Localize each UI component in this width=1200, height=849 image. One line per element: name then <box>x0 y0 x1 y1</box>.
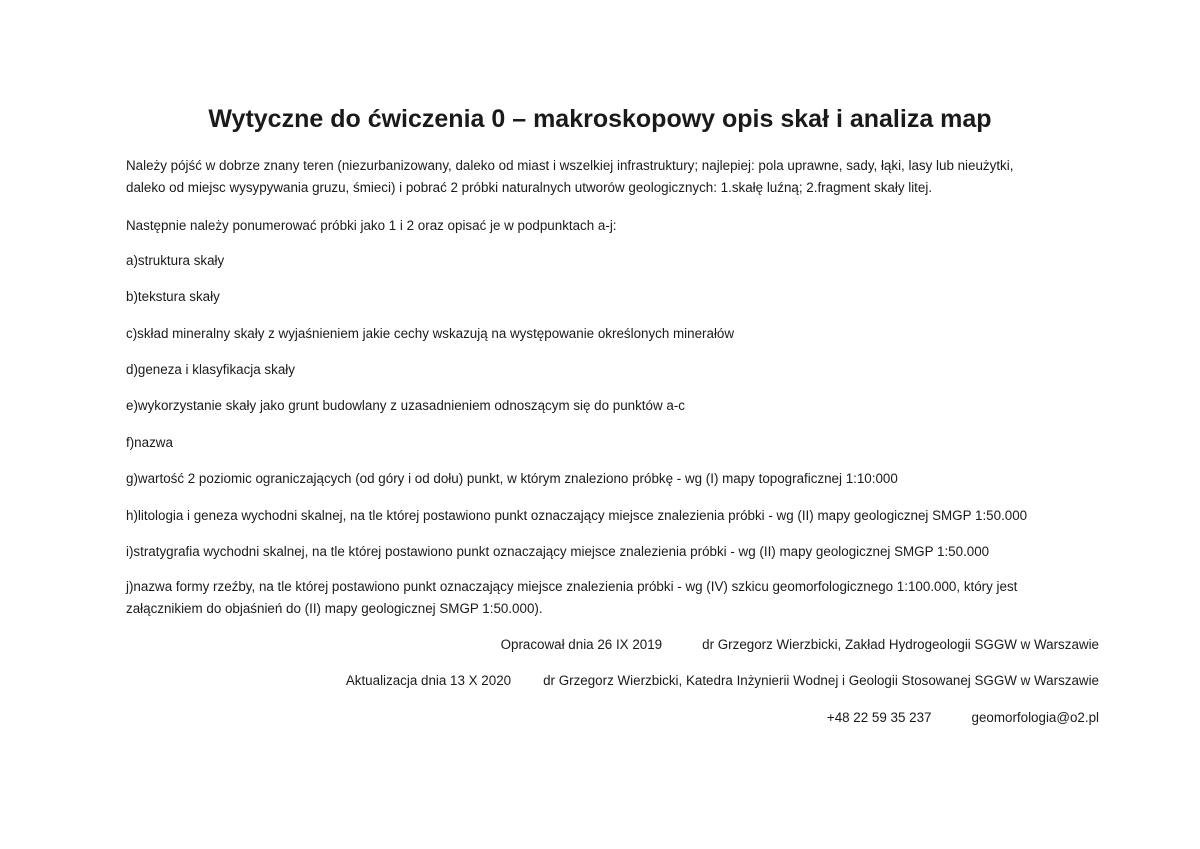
prepared-author: dr Grzegorz Wierzbicki, Zakład Hydrogeologii SGGW w Warszawie <box>702 637 1099 652</box>
item-b: b)tekstura skały <box>126 289 220 304</box>
intro-line: Należy pójść w dobrze znany teren (niezurbanizowany, daleko od miast i wszelkiej infrastruktury; najlepiej: pola uprawne, sady, łąki, lasy lub nieużytki, <box>126 158 1014 173</box>
item-i: i)stratygrafia wychodni skalnej, na tle której postawiono punkt oznaczający miejsce znalezienia próbki - wg (II) mapy geologicznej SMGP 1:50.000 <box>126 544 990 559</box>
intro-line: daleko od miejsc wysypywania gruzu, śmieci) i pobrać 2 próbki naturalnych utworów geologicznych: 1.skałę luźną; 2.fragment skały litej. <box>126 180 933 195</box>
instruction-text: Następnie należy ponumerować próbki jako 1 i 2 oraz opisać je w podpunktach a-j: <box>126 218 617 233</box>
item-f: f)nazwa <box>126 435 173 450</box>
item-j <box>126 576 1086 620</box>
item-j-line: j)nazwa formy rzeźby, na tle której postawiono punkt oznaczający miejsce znalezienia próbki - wg (IV) szkicu geomorfologicznego 1:100.000, który jest <box>126 579 1018 594</box>
contact-email: geomorfologia@o2.pl <box>971 710 1099 725</box>
item-c: c)skład mineralny skały z wyjaśnieniem jakie cechy wskazują na występowanie określonych minerałów <box>126 326 735 341</box>
item-a: a)struktura skały <box>126 253 225 268</box>
document-title: Wytyczne do ćwiczenia 0 – makroskopowy opis skał i analiza map <box>208 105 992 133</box>
item-e: e)wykorzystanie skały jako grunt budowlany z uzasadnieniem odnoszącym się do punktów a-c <box>126 398 685 413</box>
contact-phone: +48 22 59 35 237 <box>826 710 932 725</box>
signature-updated <box>346 670 1099 692</box>
item-h: h)litologia i geneza wychodni skalnej, na tle której postawiono punkt oznaczający miejsce znalezienia próbki - wg (II) mapy geologicznej SMGP 1:50.000 <box>126 508 1028 523</box>
updated-author: dr Grzegorz Wierzbicki, Katedra Inżynierii Wodnej i Geologii Stosowanej SGGW w Warszawie <box>543 673 1099 688</box>
intro-paragraph <box>126 155 1086 199</box>
signature-contact <box>827 707 1099 729</box>
signature-prepared <box>501 634 1099 656</box>
prepared-date: Opracował dnia 26 IX 2019 <box>500 637 663 652</box>
updated-date: Aktualizacja dnia 13 X 2020 <box>345 673 512 688</box>
item-g: g)wartość 2 poziomic ograniczających (od góry i od dołu) punkt, w którym znaleziono próbkę - wg (I) mapy topograficznej 1:10:000 <box>126 471 898 486</box>
item-j-line: załącznikiem do objaśnień do (II) mapy geologicznej SMGP 1:50.000). <box>126 601 543 616</box>
item-d: d)geneza i klasyfikacja skały <box>126 362 295 377</box>
